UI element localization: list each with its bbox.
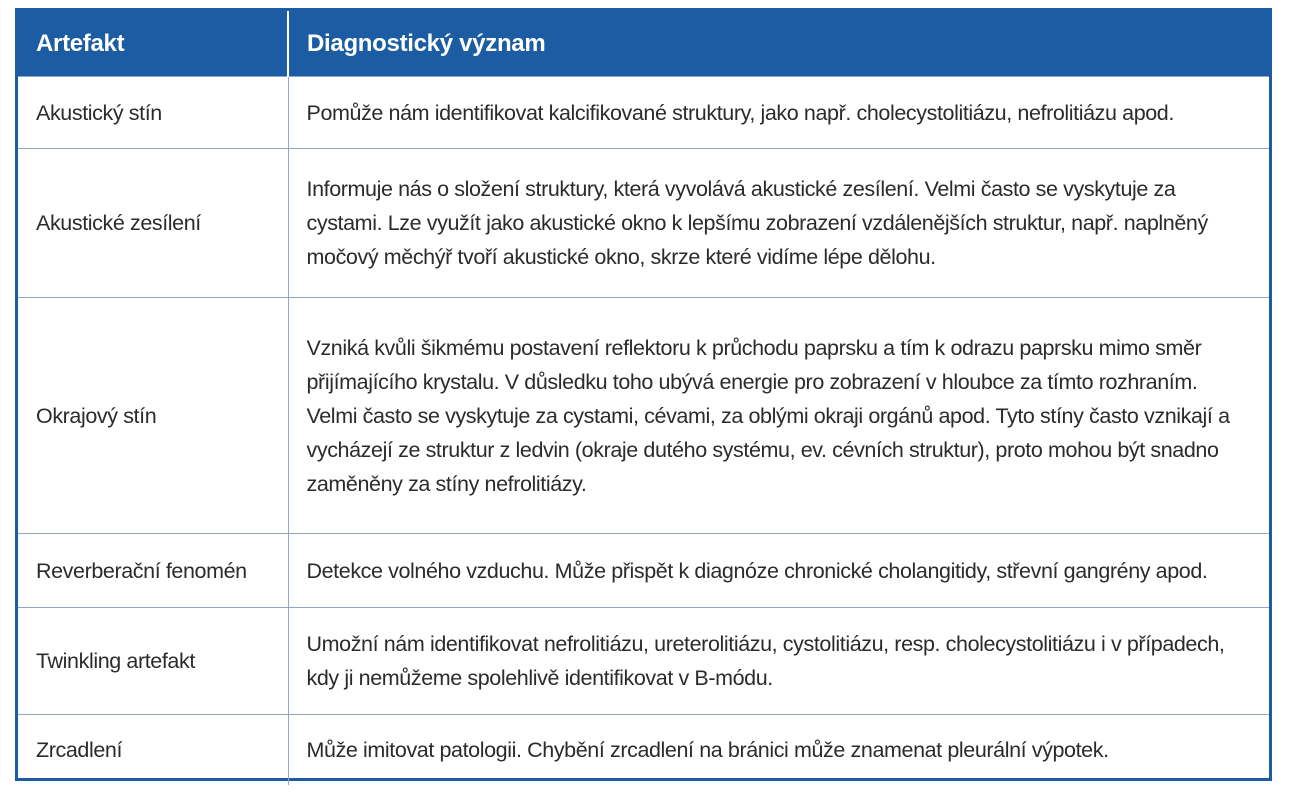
meaning-cell: Informuje nás o složení struktury, která vyvolává akustické zesílení. Velmi často se vyskytuje za cystami. Lze využít jako akustické okno k lepšímu zobrazení vzdálenějších struktur, např. naplněný močový měchýř tvoří akustické okno, skrze které vidíme lépe dělohu. (288, 149, 1269, 298)
header-diagnostic-meaning: Diagnostický význam (288, 11, 1269, 77)
artefact-cell: Reverberační fenomén (18, 534, 288, 608)
artefact-cell: Akustické zesílení (18, 149, 288, 298)
artefact-cell: Okrajový stín (18, 298, 288, 534)
artefact-cell: Twinkling artefakt (18, 608, 288, 715)
meaning-cell: Detekce volného vzduchu. Může přispět k diagnóze chronické cholangitidy, střevní gangrény apod. (288, 534, 1269, 608)
meaning-cell: Vzniká kvůli šikmému postavení reflektoru k průchodu paprsku a tím k odrazu paprsku mimo směr přijímajícího krystalu. V důsledku toho ubývá energie pro zobrazení v hloubce za tímto rozhraním. Velmi často se vyskytuje za cystami, cévami, za oblými okraji orgánů apod. Tyto stíny často vznikají a vycházejí ze struktur z ledvin (okraje dutého systému, ev. cévních struktur), proto mohou být snadno zaměněny za stíny nefrolitiázy. (288, 298, 1269, 534)
table-row (18, 715, 1269, 785)
table-header-row (18, 11, 1269, 77)
table-row (18, 534, 1269, 608)
table-row (18, 149, 1269, 298)
artefact-cell: Zrcadlení (18, 715, 288, 785)
header-artefact: Artefakt (18, 11, 288, 77)
table-row (18, 77, 1269, 149)
meaning-cell: Může imitovat patologii. Chybění zrcadlení na bránici může znamenat pleurální výpotek. (288, 715, 1269, 785)
table-row (18, 298, 1269, 534)
meaning-cell: Umožní nám identifikovat nefrolitiázu, ureterolitiázu, cystolitiázu, resp. cholecystolitiázu i v případech, kdy ji nemůžeme spolehlivě identifikovat v B-módu. (288, 608, 1269, 715)
artefact-table-frame (15, 8, 1272, 781)
table-row (18, 608, 1269, 715)
artefact-table (18, 11, 1269, 785)
meaning-cell: Pomůže nám identifikovat kalcifikované struktury, jako např. cholecystolitiázu, nefrolitiázu apod. (288, 77, 1269, 149)
artefact-cell: Akustický stín (18, 77, 288, 149)
